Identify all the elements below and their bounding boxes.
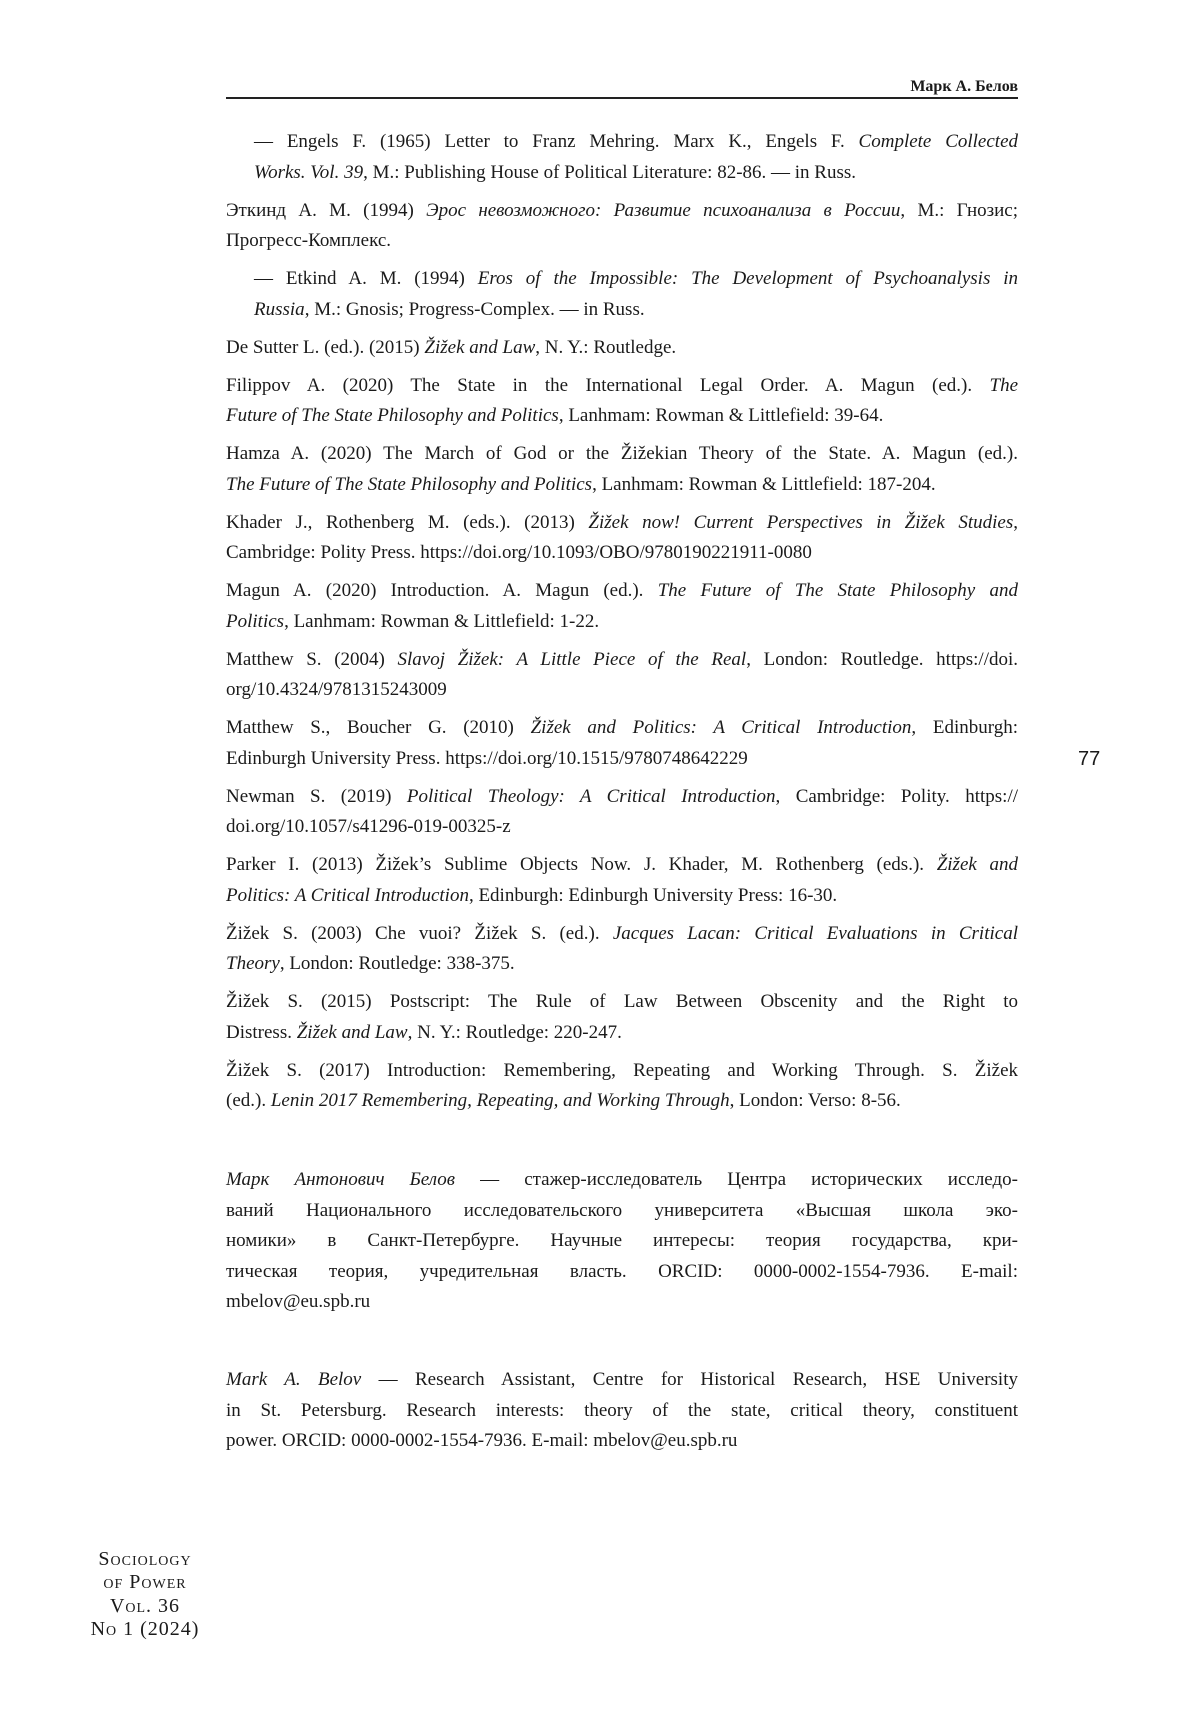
- reference-entry: [226, 439, 1018, 500]
- italic-title: Politics: [226, 611, 284, 632]
- text-segment: De Sutter L. (ed.). (2015): [226, 337, 424, 358]
- author-bio-russian: [226, 1165, 1018, 1318]
- text-line: [226, 1396, 1018, 1427]
- text-segment: ваний Национального исследовательского университета «Высшая школа эко-: [226, 1200, 1018, 1221]
- italic-title: Žižek and Politics: A Critical Introduction: [531, 717, 912, 738]
- italic-title: Works. Vol. 39: [254, 162, 363, 183]
- page-number: 77: [1078, 748, 1100, 771]
- text-segment: Edinburgh University Press. https://doi.org/10.1515/9780748642229: [226, 748, 748, 769]
- text-segment: , N. Y.: Routledge.: [535, 337, 676, 358]
- reference-entry: [226, 782, 1018, 843]
- text-segment: номики» в Санкт-Петербурге. Научные интересы: теория государства, кри-: [226, 1230, 1018, 1251]
- reference-entry: [226, 196, 1018, 257]
- text-line: [226, 439, 1018, 470]
- text-line: [226, 401, 1018, 432]
- text-segment: — Research Assistant, Centre for Historical Research, HSE University: [361, 1369, 1018, 1390]
- text-segment: Matthew S. (2004): [226, 649, 398, 670]
- text-segment: Cambridge: Polity Press. https://doi.org/10.1093/OBO/9780190221911-0080: [226, 542, 812, 563]
- text-segment: power. ORCID: 0000-0002-1554-7936. E-mail: mbelov@eu.spb.ru: [226, 1430, 737, 1451]
- text-segment: Žižek S. (2015) Postscript: The Rule of Law Between Obscenity and the Right to: [226, 991, 1018, 1012]
- text-line: [226, 333, 1018, 364]
- text-segment: — Etkind A. M. (1994): [254, 268, 478, 289]
- journal-issue: No 1 (2024): [60, 1618, 230, 1641]
- text-segment: Прогресс-Комплекс.: [226, 230, 391, 251]
- text-segment: , Lanhmam: Rowman & Littlefield: 1-22.: [284, 611, 599, 632]
- text-line: [226, 538, 1018, 569]
- text-segment: — Engels F. (1965) Letter to Franz Mehring. Marx K., Engels F.: [254, 131, 859, 152]
- reference-entry: [226, 264, 1018, 325]
- text-line: [226, 812, 1018, 843]
- text-segment: Hamza A. (2020) The March of God or the Žižekian Theory of the State. A. Magun (ed.).: [226, 443, 1018, 464]
- text-segment: doi.org/10.1057/s41296-019-00325-z: [226, 816, 511, 837]
- journal-title-line1: Sociology: [60, 1548, 230, 1571]
- text-segment: Magun A. (2020) Introduction. A. Magun (ed.).: [226, 580, 658, 601]
- text-line: [226, 1196, 1018, 1227]
- italic-title: Politics: A Critical Introduction: [226, 885, 469, 906]
- text-line: [226, 1426, 1018, 1457]
- text-segment: Parker I. (2013) Žižek’s Sublime Objects Now. J. Khader, M. Rothenberg (eds.).: [226, 854, 937, 875]
- reference-entry: [226, 850, 1018, 911]
- reference-entry: [226, 1056, 1018, 1117]
- text-segment: Filippov A. (2020) The State in the International Legal Order. A. Magun (ed.).: [226, 375, 990, 396]
- running-head-author: Марк А. Белов: [226, 78, 1018, 96]
- text-segment: , London: Routledge: 338-375.: [280, 953, 515, 974]
- text-line: [226, 782, 1018, 813]
- reference-entry: [226, 645, 1018, 706]
- text-line: [254, 295, 1018, 326]
- text-segment: , N. Y.: Routledge: 220-247.: [408, 1022, 622, 1043]
- journal-imprint: [60, 1548, 230, 1641]
- text-line: [226, 881, 1018, 912]
- text-segment: Matthew S., Boucher G. (2010): [226, 717, 531, 738]
- italic-title: Political Theology: A Critical Introduction: [407, 786, 776, 807]
- journal-title-line2: of Power: [60, 1571, 230, 1594]
- text-line: [254, 158, 1018, 189]
- italic-title: Eros of the Impossible: The Development of Psychoanalysis in: [478, 268, 1018, 289]
- italic-title: Žižek and: [937, 854, 1018, 875]
- text-line: [226, 1287, 1018, 1318]
- text-line: [226, 226, 1018, 257]
- text-line: [226, 1086, 1018, 1117]
- italic-title: Žižek now! Current Perspectives in Žižek Studies: [588, 512, 1013, 533]
- text-line: [226, 607, 1018, 638]
- text-segment: Newman S. (2019): [226, 786, 407, 807]
- italic-title: Lenin 2017 Remembering, Repeating, and Working Through: [271, 1090, 730, 1111]
- text-segment: ,: [1013, 512, 1018, 533]
- italic-title: Slavoj Žižek: A Little Piece of the Real: [398, 649, 747, 670]
- text-segment: — стажер-исследователь Центра исторических исследо-: [455, 1169, 1018, 1190]
- text-line: [226, 1056, 1018, 1087]
- reference-entry: [226, 333, 1018, 364]
- italic-title: Future of The State Philosophy and Politics: [226, 405, 559, 426]
- text-line: [226, 371, 1018, 402]
- italic-title: Mark A. Belov: [226, 1369, 361, 1390]
- text-line: [226, 508, 1018, 539]
- text-segment: Žižek S. (2017) Introduction: Remembering, Repeating and Working Through. S. Žižek: [226, 1060, 1018, 1081]
- italic-title: The: [990, 375, 1019, 396]
- text-segment: , Lanhmam: Rowman & Littlefield: 39-64.: [559, 405, 884, 426]
- text-segment: , М.: Гнозис;: [900, 200, 1018, 221]
- italic-title: Марк Антонович Белов: [226, 1169, 455, 1190]
- text-line: [226, 850, 1018, 881]
- text-line: [254, 264, 1018, 295]
- text-segment: Khader J., Rothenberg M. (eds.). (2013): [226, 512, 588, 533]
- text-line: [226, 196, 1018, 227]
- text-segment: Distress.: [226, 1022, 297, 1043]
- italic-title: The Future of The State Philosophy and Politics: [226, 474, 592, 495]
- text-segment: Эткинд А. М. (1994): [226, 200, 426, 221]
- text-segment: , Cambridge: Polity. https://: [776, 786, 1019, 807]
- reference-list: [226, 127, 1018, 1124]
- italic-title: Complete Collected: [859, 131, 1018, 152]
- text-line: [226, 1165, 1018, 1196]
- italic-title: Russia: [254, 299, 305, 320]
- text-line: [226, 949, 1018, 980]
- author-bio-english: [226, 1365, 1018, 1457]
- italic-title: Žižek and Law: [297, 1022, 408, 1043]
- reference-entry: [226, 371, 1018, 432]
- reference-entry: [226, 576, 1018, 637]
- reference-entry: [226, 508, 1018, 569]
- text-segment: (ed.).: [226, 1090, 271, 1111]
- text-line: [226, 919, 1018, 950]
- text-line: [226, 1365, 1018, 1396]
- reference-entry: [226, 127, 1018, 188]
- text-segment: org/10.4324/9781315243009: [226, 679, 447, 700]
- text-line: [226, 576, 1018, 607]
- italic-title: The Future of The State Philosophy and: [658, 580, 1018, 601]
- text-segment: , M.: Gnosis; Progress-Complex. — in Russ.: [305, 299, 645, 320]
- journal-volume: Vol. 36: [60, 1595, 230, 1618]
- text-segment: , London: Routledge. https://doi.: [746, 649, 1018, 670]
- italic-title: Žižek and Law: [424, 337, 535, 358]
- text-segment: , London: Verso: 8-56.: [730, 1090, 901, 1111]
- italic-title: Эрос невозможного: Развитие психоанализа в России: [426, 200, 900, 221]
- text-line: [226, 1226, 1018, 1257]
- italic-title: Theory: [226, 953, 280, 974]
- reference-entry: [226, 713, 1018, 774]
- reference-entry: [226, 919, 1018, 980]
- text-line: [226, 744, 1018, 775]
- text-line: [226, 987, 1018, 1018]
- reference-entry: [226, 987, 1018, 1048]
- text-line: [226, 675, 1018, 706]
- text-line: [226, 1257, 1018, 1288]
- text-segment: in St. Petersburg. Research interests: theory of the state, critical theory, constituent: [226, 1400, 1018, 1421]
- text-line: [226, 713, 1018, 744]
- text-line: [226, 470, 1018, 501]
- text-segment: , Edinburgh: Edinburgh University Press: 16-30.: [469, 885, 837, 906]
- text-segment: mbelov@eu.spb.ru: [226, 1291, 370, 1312]
- header-rule: [226, 97, 1018, 99]
- text-line: [226, 645, 1018, 676]
- text-segment: тическая теория, учредительная власть. ORCID: 0000-0002-1554-7936. E-mail:: [226, 1261, 1018, 1282]
- text-segment: , M.: Publishing House of Political Literature: 82-86. — in Russ.: [363, 162, 856, 183]
- text-segment: , Lanhmam: Rowman & Littlefield: 187-204.: [592, 474, 936, 495]
- text-segment: , Edinburgh:: [911, 717, 1018, 738]
- text-line: [254, 127, 1018, 158]
- text-line: [226, 1018, 1018, 1049]
- italic-title: Jacques Lacan: Critical Evaluations in Critical: [613, 923, 1018, 944]
- text-segment: Žižek S. (2003) Che vuoi? Žižek S. (ed.).: [226, 923, 613, 944]
